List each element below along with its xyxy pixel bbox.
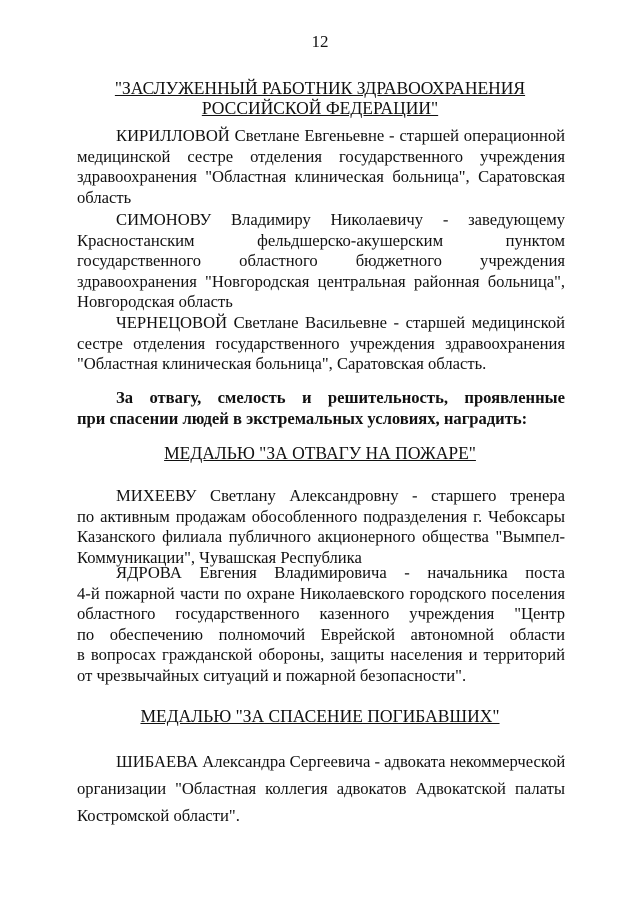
entry-line: Костромской области". <box>77 806 240 825</box>
award-entry-shibaev <box>77 748 565 829</box>
award-title-line: РОССИЙСКОЙ ФЕДЕРАЦИИ" <box>201 98 439 118</box>
entry-line: МИХЕЕВУ Светлану Александровну - старшего тренера <box>116 486 565 505</box>
entry-line: Красностанским фельдшерско-акушерским пунктом <box>77 230 565 250</box>
award-entry-mikheeva <box>77 486 565 568</box>
entry-line: 4-й пожарной части по охране Николаевского городского поселения <box>77 583 565 603</box>
entry-line: по активным продажам обособленного подразделения г. Чебоксары <box>77 506 565 526</box>
medal-title-fire-bravery: МЕДАЛЬЮ "ЗА ОТВАГУ НА ПОЖАРЕ" <box>164 443 476 463</box>
award-entry-chernetsova <box>77 313 565 375</box>
entry-line: Новгородская область <box>77 292 233 311</box>
award-entry-yadrov <box>77 563 565 686</box>
award-title-line: "ЗАСЛУЖЕННЫЙ РАБОТНИК ЗДРАВООХРАНЕНИЯ <box>114 78 526 98</box>
award-entry-simonov <box>77 210 565 313</box>
page-number: 12 <box>311 32 329 51</box>
bravery-award-intro <box>77 388 565 429</box>
entry-line: государственного областного бюджетного учреждения <box>77 251 565 270</box>
entry-line: областного государственного казенного учреждения "Центр <box>77 604 565 623</box>
entry-line: ШИБАЕВА Александра Сергеевича - адвоката некоммерческой <box>116 752 566 771</box>
entry-line: Казанского филиала публичного акционерного общества "Вымпел- <box>77 527 565 546</box>
entry-line: СИМОНОВУ Владимиру Николаевичу - заведующему <box>116 210 565 229</box>
award-title-honored-health-worker <box>0 78 640 118</box>
entry-line: ЧЕРНЕЦОВОЙ Светлане Васильевне - старшей медицинской <box>116 313 565 332</box>
entry-line: КИРИЛЛОВОЙ Светлане Евгеньевне - старшей операционной <box>116 126 565 145</box>
entry-line: по обеспечению полномочий Еврейской автономной области <box>77 624 565 644</box>
entry-line: организации "Областная коллегия адвокатов Адвокатской палаты <box>77 779 565 798</box>
entry-line: здравоохранения "Новгородская центральная районная больница", <box>77 271 565 291</box>
medal-title-rescue: МЕДАЛЬЮ "ЗА СПАСЕНИЕ ПОГИБАВШИХ" <box>140 706 500 726</box>
entry-line: область <box>77 187 132 207</box>
entry-line: "Областная клиническая больница", Саратовская область. <box>77 354 487 373</box>
entry-line: ЯДРОВА Евгения Владимировича - начальника поста <box>116 563 565 582</box>
intro-line: За отвагу, смелость и решительность, проявленные <box>116 388 565 407</box>
entry-line: здравоохранения "Областная клиническая больница", Саратовская <box>77 167 565 186</box>
intro-line: при спасении людей в экстремальных условиях, наградить: <box>77 408 528 428</box>
entry-line: в вопросах гражданской обороны, защиты населения и территорий <box>77 645 565 664</box>
entry-line: медицинской сестре отделения государственного учреждения <box>77 146 565 166</box>
entry-line: от чрезвычайных ситуаций и пожарной безопасности". <box>77 665 467 685</box>
award-entry-kirillova <box>77 126 565 208</box>
entry-line: Коммуникации", Чувашская Республика <box>77 547 362 567</box>
entry-line: сестре отделения государственного учреждения здравоохранения <box>77 333 565 353</box>
